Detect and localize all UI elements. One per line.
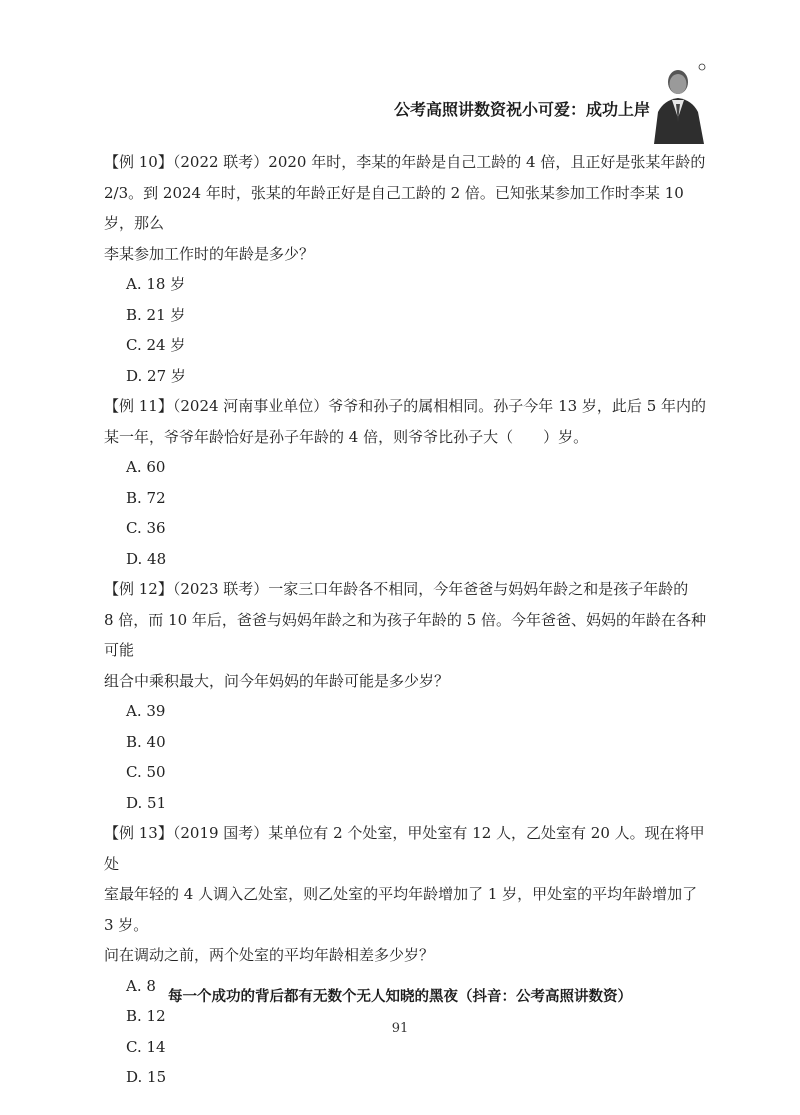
option-d: D. 48 — [126, 549, 167, 568]
question-list — [104, 147, 710, 1093]
option-a: A. 39 — [126, 702, 166, 720]
footer-motto: 每一个成功的背后都有无数个无人知晓的黑夜（抖音：公考高照讲数资） — [168, 989, 632, 1005]
question-12 — [104, 574, 710, 818]
question-line: 8 倍，而 10 年后，爸爸与妈妈年龄之和为孩子年龄的 5 倍。今年爸爸、妈妈的年龄在各种可能 — [104, 610, 707, 659]
page-number: 91 — [391, 1021, 409, 1036]
question-line: 李某参加工作时的年龄是多少？ — [104, 244, 315, 263]
question-head: 【例 10】（2022 联考）2020 年时，李某的年龄是自己工龄的 4 倍，且正好是张某年龄的 — [104, 153, 706, 171]
question-head: 【例 13】（2019 国考）某单位有 2 个处室，甲处室有 12 人，乙处室有 20 人。现在将甲处 — [104, 824, 705, 873]
option-b: B. 12 — [126, 1007, 166, 1025]
option-b: B. 21 岁 — [126, 305, 186, 324]
option-a: A. 18 岁 — [126, 275, 186, 293]
option-c: C. 36 — [126, 519, 166, 537]
question-head: 【例 11】（2024 河南事业单位）爷爷和孙子的属相相同。孙子今年 13 岁，此后 5 年内的 — [104, 397, 707, 415]
option-d: D. 51 — [126, 793, 167, 812]
option-d: D. 15 — [126, 1068, 167, 1086]
question-line: 2/3。到 2024 年时，张某的年龄正好是自己工龄的 2 倍。已知张某参加工作时李某 10 岁，那么 — [104, 183, 684, 232]
option-b: B. 40 — [126, 732, 166, 751]
question-10 — [104, 147, 710, 391]
option-d: D. 27 岁 — [126, 366, 186, 385]
author-photo — [650, 62, 708, 144]
option-a: A. 60 — [126, 458, 166, 476]
question-11 — [104, 391, 710, 574]
option-b: B. 72 — [126, 488, 166, 507]
page-header — [0, 0, 800, 150]
option-c: C. 50 — [126, 763, 166, 781]
question-line: 组合中乘积最大，问今年妈妈的年龄可能是多少岁？ — [104, 671, 450, 690]
question-line: 某一年，爷爷年龄恰好是孙子年龄的 4 倍，则爷爷比孙子大（ ）岁。 — [104, 427, 589, 446]
option-c: C. 24 岁 — [126, 336, 186, 354]
question-head: 【例 12】（2023 联考）一家三口年龄各不相同，今年爸爸与妈妈年龄之和是孩子年龄的 — [104, 580, 689, 598]
option-a: A. 8 — [126, 976, 156, 995]
option-c: C. 14 — [126, 1037, 166, 1056]
question-line: 问在调动之前，两个处室的平均年龄相差多少岁？ — [104, 946, 435, 964]
header-slogan: 公考高照讲数资祝小可爱：成功上岸 — [393, 100, 650, 119]
question-line: 室最年轻的 4 人调入乙处室，则乙处室的平均年龄增加了 1 岁，甲处室的平均年龄增加了 3 岁。 — [104, 885, 698, 934]
question-13 — [104, 818, 710, 1093]
